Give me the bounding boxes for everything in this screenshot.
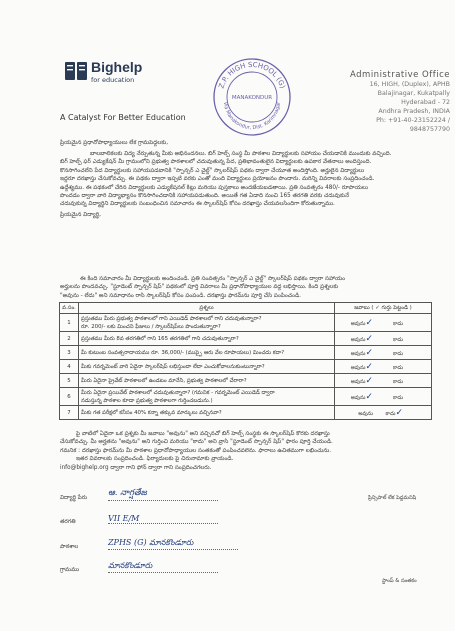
row-answer[interactable]	[335, 360, 432, 374]
office-line: Balajinagar, Kukatpally	[377, 90, 450, 97]
answer-yes-label: అవును	[350, 364, 366, 371]
question-line: ప్రస్తుతము మీరు 8వ తరగతిలో గాని 165 తరగతిలో గాని చదువుతున్నారా?	[81, 335, 239, 342]
salutation-student: ప్రియమైన విద్యార్థి,	[60, 212, 101, 218]
svg-text:Via Manakondur, Dist. Karimnag	[222, 101, 282, 131]
question-line: మీరు ఏదైనా ప్రైవేట్ పాఠశాలలో ఉండటం మానేసి, ప్రభుత్వ పాఠశాలలో చేరారా?	[81, 377, 247, 384]
answer-no-label: కాదు	[393, 378, 403, 385]
school-field[interactable]: ZPHS (G) మానకొండూరు	[108, 538, 238, 550]
letter-paragraph-1	[60, 150, 432, 209]
header-question: ప్రశ్నలు	[79, 303, 335, 314]
paragraph-line: ఈ కింది సమాచారం మీ విద్యార్థులకు అందించండి. ప్రతి సంవత్సరం "స్పాన్సర్ ఎ చైల్డ్" స్కాలర్‌షిప్ పథకం ద్వారా సహాయం	[80, 276, 346, 282]
answer-yes-label: అవును	[358, 410, 373, 417]
paragraph-line: పొందడం ద్వారా వారి విద్యాభ్యాసం కొనసాగించడానికి సహాయపడుతుంది. అయితే గత ఏడాది నుంచి 165 తరగతి వరకు చదువుకునే	[60, 193, 349, 200]
answer-no[interactable]	[373, 364, 403, 372]
tick-mark-icon: ✓	[395, 407, 403, 418]
table-row	[60, 332, 432, 346]
answer-no-label: కాదు	[393, 336, 403, 343]
row-answer[interactable]	[335, 388, 432, 406]
principal-signature-label: ప్రిన్సిపాల్ లేక పెద్దమనిషి	[368, 495, 417, 501]
header-answer: జవాబు ( ✓ గుర్తు పెట్టండి )	[335, 303, 432, 314]
paragraph-line: ఇద్దరూ దరఖాస్తు చేసుకోవచ్చు. ఈ పథకం ద్వారా ఇప్పటి వరకు ఎంతో మంది విద్యార్థులు ప్రయోజనం పొందారు. మరిన్ని వివరాలకు సంప్రదించండి.	[60, 176, 375, 183]
answer-no[interactable]	[373, 378, 403, 386]
answer-no[interactable]	[373, 320, 403, 328]
answer-no[interactable]	[373, 408, 403, 418]
row-question	[79, 406, 335, 420]
row-question	[79, 360, 335, 374]
row-serial-no: 7	[60, 406, 79, 420]
answer-no-label: కాదు	[393, 350, 403, 357]
row-serial-no: 2	[60, 332, 79, 346]
row-answer[interactable]	[335, 314, 432, 332]
header-serial-no: వ.సం.	[60, 303, 79, 314]
row-serial-no: 5	[60, 374, 79, 388]
answer-no[interactable]	[373, 394, 403, 402]
village-field[interactable]: మానకొండూరు	[108, 561, 218, 573]
paragraph-line: బాలబాలికలకు విద్య నేర్పుతున్న మీకు అభినందనలు. బిగ్ హెల్ప్ సంస్థ మీ పాఠశాల విద్యార్థులకు సహాయం చేయడానికి ముందుకు వచ్చింది.	[90, 151, 392, 157]
answer-yes[interactable]	[337, 392, 373, 402]
row-answer[interactable]	[335, 406, 432, 420]
question-line: ప్రస్తుతము మీరు ప్రభుత్వ పాఠశాలలో గాని ఎయిడెడ్ పాఠశాలలో గాని చదువుతున్నారా?	[81, 315, 262, 322]
stamp-signature-label: స్టాంప్ & సంతకం	[382, 578, 417, 584]
office-title: Administrative Office	[349, 70, 450, 80]
footer-line: చేసుకోవచ్చు. మీ అర్హతను "అవును" అని గుర్తించి మరియు "కాదు" అని వ్రాసి "స్టూడెంట్ స్పాన్సర్ షిప్" ఫారం పూర్తి చేయండి.	[60, 439, 333, 446]
row-answer[interactable]	[335, 332, 432, 346]
tick-mark-icon: ✓	[365, 347, 373, 358]
answer-yes-label: అవును	[350, 336, 366, 343]
row-question	[79, 374, 335, 388]
answer-yes-label: అవును	[350, 350, 366, 357]
office-phone: Ph: +91-40-23152224 / 9848757790	[376, 117, 450, 133]
answer-yes[interactable]	[337, 376, 373, 386]
office-line: 16, HIGH, (Duplex), APHB	[369, 81, 450, 88]
footer-line: గమనిక : దరఖాస్తు ఫారమ్‌ను మీ పాఠశాల ప్రధానోపాధ్యాయుల సంతకంతో పంపించవలెను. ఫారాలు ఉచితముగా లభించును.	[60, 447, 332, 454]
paragraph-line: బిగ్ హెల్ప్ ఫర్ ఎడ్యుకేషన్ మీ గ్రామంలోని ప్రభుత్వ పాఠశాలలో చదువుతున్న పేద, ప్రతిభావంతులైన విద్యార్థులకు ఉపకార వేతనాలు అందిస్తుంది.	[60, 159, 372, 166]
row-serial-no: 4	[60, 360, 79, 374]
paragraph-line: ఉద్దేశ్యము. ఈ పథకంలో చేరిన విద్యార్థులకు ఎడ్యుకేషనల్ కిట్లు మరియు పుస్తకాలు అందజేయబడతాయి. ప్రతి సంవత్సరం 480/- రూపాయలు	[60, 184, 368, 191]
seal-arc-bottom: Via Manakondur, Dist. Karimnagar	[221, 101, 282, 132]
footer-notes	[60, 430, 432, 472]
tick-mark-icon: ✓	[365, 361, 373, 372]
question-line: మీకు గత పరీక్షలో కనీసం 40% కన్నా తక్కువ మార్కులు వచ్చినవా?	[81, 409, 222, 416]
table-header-row	[60, 303, 432, 314]
seal-center-text: MANAKONDUR	[231, 95, 273, 101]
village-label: గ్రామము	[60, 567, 80, 573]
footer-line: ఇతర వివరాలకు సంప్రదించండి. ఫిర్యాదులకు పై చిరునామాకు వ్రాయండి.	[76, 456, 234, 463]
paragraph-line: అర్హులను పొందవచ్చు. "స్టూడెంట్ స్పాన్సర్ షిప్" పథకంలో పూర్తి వివరాలు మీ ప్రధానోపాధ్యాయుల వద్ద లభిస్తాయి. కింది ప్రశ్నలకు	[60, 284, 339, 291]
brand-tagline: for education	[91, 76, 135, 84]
paragraph-line: కొనసాగించలేని పేద విద్యార్థులకు సహాయపడటానికి "స్పాన్సర్ ఎ చైల్డ్" స్కాలర్‌షిప్ పథకం ద్వారా చేయూత అందిస్తోంది. అర్హులైన విద్యార్థులు	[60, 167, 365, 174]
table-row	[60, 374, 432, 388]
student-name-label: విద్యార్థి పేరు	[60, 495, 88, 501]
answer-yes-label: అవును	[350, 378, 366, 385]
class-label: తరగతి	[60, 519, 76, 525]
answer-no[interactable]	[373, 336, 403, 344]
question-line: నడుస్తున్న పాఠశాల కూడా ప్రభుత్వ పాఠశాలగా గుర్తించబడును.)	[81, 397, 213, 404]
row-question	[79, 346, 335, 360]
question-line: మీకు గవర్నమెంట్ వారి ఏదైనా స్కాలర్‌షిప్ లభిస్తుందా లేదా ఎంచుకోవాలనుకుంటున్నారా?	[81, 363, 265, 370]
table-row	[60, 388, 432, 406]
answer-yes[interactable]	[337, 362, 373, 372]
table-row	[60, 406, 432, 420]
letter-paragraph-2	[60, 275, 432, 300]
answer-no-label: కాదు	[393, 394, 403, 401]
footer-line: info@bighelp.org ద్వారా గాని ఫోన్ ద్వారా గాని సంప్రదించగలరు.	[60, 464, 212, 471]
answer-yes-label: అవును	[350, 394, 366, 401]
student-name-field[interactable]: ఆ. నాగ్షతేజ	[108, 488, 218, 501]
answer-yes-label: అవును	[350, 320, 366, 327]
school-seal-stamp	[210, 55, 294, 139]
brand-catalyst-line: A Catalyst For Better Education	[60, 113, 186, 122]
row-question	[79, 314, 335, 332]
row-question	[79, 388, 335, 406]
row-question	[79, 332, 335, 346]
table-row	[60, 346, 432, 360]
school-label: పాఠశాల	[60, 544, 79, 550]
table-row	[60, 314, 432, 332]
paragraph-line: చదువుకున్న విద్యార్థిని విద్యార్థులకు సంబంధించిన సమాచారం ఈ స్కాలర్‌షిప్ కోసం దరఖాస్తు చేయవలసిందిగా కోరుతున్నాము.	[60, 201, 335, 208]
office-line: Hyderabad - 72	[401, 99, 450, 106]
footer-line: పై వాటిలో ఏదైనా ఒక ప్రశ్నకు మీ జవాబు "అవును" అని వచ్చినచో బిగ్ హెల్ప్ సంస్థకు ఈ స్కాలర్‌షిప్ కొరకు దరఖాస్తు	[76, 431, 330, 437]
answer-yes[interactable]	[337, 410, 373, 418]
row-serial-no: 1	[60, 314, 79, 332]
answer-no-label: కాదు	[385, 410, 396, 417]
office-address	[338, 71, 450, 134]
row-serial-no: 6	[60, 388, 79, 406]
question-line: మీ కుటుంబ సంవత్సరాదాయము రూ. 36,000/- (ముప్పై ఆరు వేల రూపాయలు) మించదు కదా?	[81, 349, 285, 356]
brand-name: Bighelp	[91, 59, 143, 75]
answer-no-label: కాదు	[393, 320, 403, 327]
answer-no[interactable]	[373, 350, 403, 358]
tick-mark-icon: ✓	[365, 391, 373, 402]
paragraph-line: "అవును - లేదు" అని సమాధానం రాసి స్కాలర్‌షిప్ కోసం పంపండి. దరఖాస్తు ఫారమ్‌ను పూర్తి చేసి పంపించండి.	[60, 292, 301, 299]
answer-yes[interactable]	[337, 348, 373, 358]
tick-mark-icon: ✓	[365, 375, 373, 386]
tick-mark-icon: ✓	[365, 317, 373, 328]
answer-yes[interactable]	[337, 334, 373, 344]
row-answer[interactable]	[335, 374, 432, 388]
class-field[interactable]: VII E/M	[108, 514, 218, 524]
answer-yes[interactable]	[337, 318, 373, 328]
row-serial-no: 3	[60, 346, 79, 360]
table-row	[60, 360, 432, 374]
office-line: Andhra Pradesh, INDIA	[378, 108, 450, 115]
bighelp-logo-icon	[64, 60, 88, 82]
salutation: ప్రియమైన ప్రధానోపాధ్యాయులు లేక గ్రామపెద్దలకు,	[60, 140, 169, 146]
seal-arc-top: Z.P. HIGH SCHOOL (G)	[217, 60, 287, 90]
answer-no-label: కాదు	[393, 364, 403, 371]
question-line: రూ. 200/- లకు మించని ఫీజులు / స్కాలర్‌షిప్‌లు పొందుతున్నారా?	[81, 323, 221, 330]
eligibility-questions-table	[59, 302, 432, 420]
row-answer[interactable]	[335, 346, 432, 360]
tick-mark-icon: ✓	[365, 333, 373, 344]
svg-text:Z.P. HIGH SCHOOL (G)	[217, 61, 286, 90]
question-line: మీరు ఏదైనా ప్రయివేట్ పాఠశాలలో చదువుతున్నారా? (గమనిక - గవర్నమెంట్ ఎయిడెడ్ ద్వారా	[81, 389, 275, 396]
